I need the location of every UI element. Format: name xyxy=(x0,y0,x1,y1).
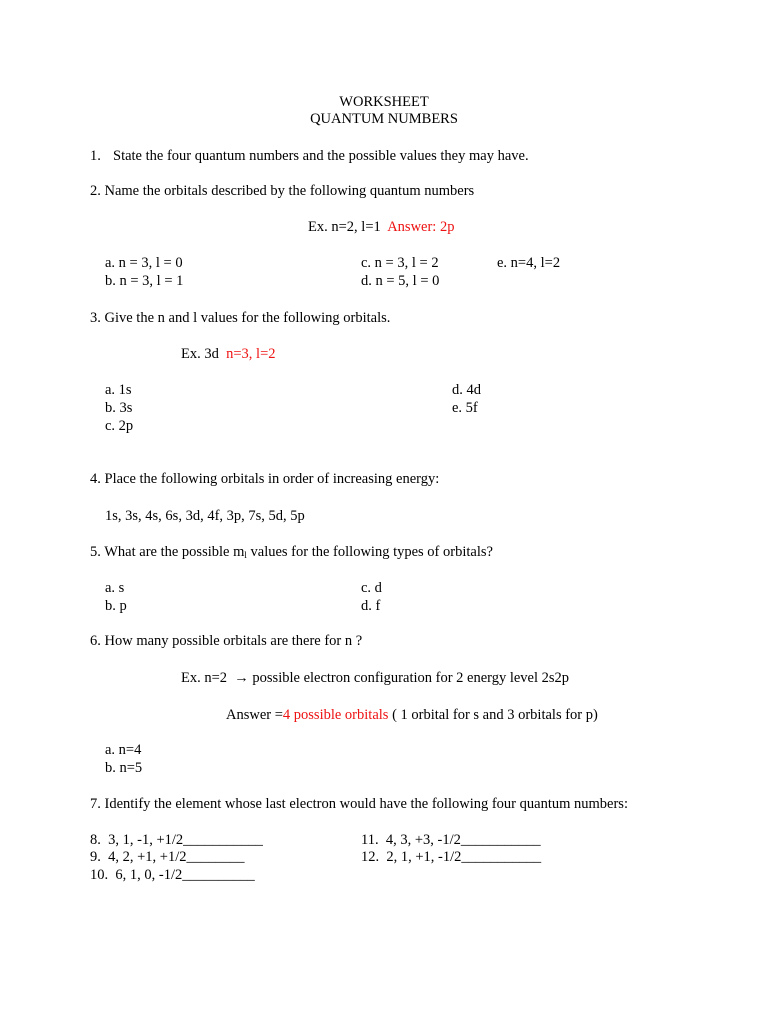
q4-orbital-list: 1s, 3s, 4s, 6s, 3d, 4f, 3p, 7s, 5d, 5p xyxy=(105,508,305,524)
q3-item-b: b. 3s xyxy=(105,400,133,416)
q3-item-d: d. 4d xyxy=(452,382,481,398)
q7-text: 7. Identify the element whose last electron would have the following four quantum numbers: xyxy=(90,796,628,812)
q6-answer xyxy=(226,707,598,725)
q4-text: 4. Place the following orbitals in order of increasing energy: xyxy=(90,471,440,487)
q5-text-before: 5. What are the possible m xyxy=(90,544,245,560)
q5-item-d: d. f xyxy=(361,598,381,614)
q3-item-e: e. 5f xyxy=(452,400,478,416)
q2-example-text: Ex. n=2, l=1 xyxy=(308,219,381,235)
q6-answer-suffix: ( 1 orbital for s and 3 orbitals for p) xyxy=(388,707,598,723)
title-line-2: QUANTUM NUMBERS xyxy=(310,111,458,127)
q6-item-a: a. n=4 xyxy=(105,742,142,758)
q2-text: 2. Name the orbitals described by the following quantum numbers xyxy=(90,183,475,199)
q1-text: State the four quantum numbers and the possible values they may have. xyxy=(113,148,529,164)
q3-example xyxy=(181,346,276,364)
q7-item-11: 11. 4, 3, +3, -1/2___________ xyxy=(361,832,541,848)
q2-example-answer: Answer: 2p xyxy=(387,219,455,235)
q2-item-a: a. n = 3, l = 0 xyxy=(105,255,183,271)
q2-item-c: c. n = 3, l = 2 xyxy=(361,255,439,271)
q5-item-a: a. s xyxy=(105,580,125,596)
q2-example xyxy=(308,219,454,237)
q7-item-8: 8. 3, 1, -1, +1/2___________ xyxy=(90,832,263,848)
q6-answer-highlight: 4 possible orbitals xyxy=(282,707,389,723)
q3-example-text: Ex. 3d xyxy=(181,346,219,362)
q7-item-12: 12. 2, 1, +1, -1/2___________ xyxy=(361,849,542,865)
q5-text-after: values for the following types of orbitals? xyxy=(246,544,493,560)
q3-text: 3. Give the n and l values for the following orbitals. xyxy=(90,310,391,326)
q2-item-e: e. n=4, l=2 xyxy=(497,255,561,271)
title-line-1: WORKSHEET xyxy=(339,94,429,110)
q1-number: 1. xyxy=(90,148,101,164)
q3-item-a: a. 1s xyxy=(105,382,132,398)
q2-item-b: b. n = 3, l = 1 xyxy=(105,273,184,289)
q5-item-c: c. d xyxy=(361,580,382,596)
q6-example: Ex. n=2 → possible electron configuration for 2 energy level 2s2p xyxy=(181,670,570,686)
q3-example-answer: n=3, l=2 xyxy=(226,346,276,362)
q7-item-10: 10. 6, 1, 0, -1/2__________ xyxy=(90,867,255,883)
q2-item-d: d. n = 5, l = 0 xyxy=(361,273,440,289)
q7-item-9: 9. 4, 2, +1, +1/2________ xyxy=(90,849,245,865)
q6-answer-prefix: Answer = xyxy=(226,707,283,723)
q6-item-b: b. n=5 xyxy=(105,760,143,776)
q6-text: 6. How many possible orbitals are there for n ? xyxy=(90,633,363,649)
q3-item-c: c. 2p xyxy=(105,418,134,434)
q5-subscript: l xyxy=(244,550,247,560)
q5-text xyxy=(90,544,493,565)
q5-item-b: b. p xyxy=(105,598,127,614)
